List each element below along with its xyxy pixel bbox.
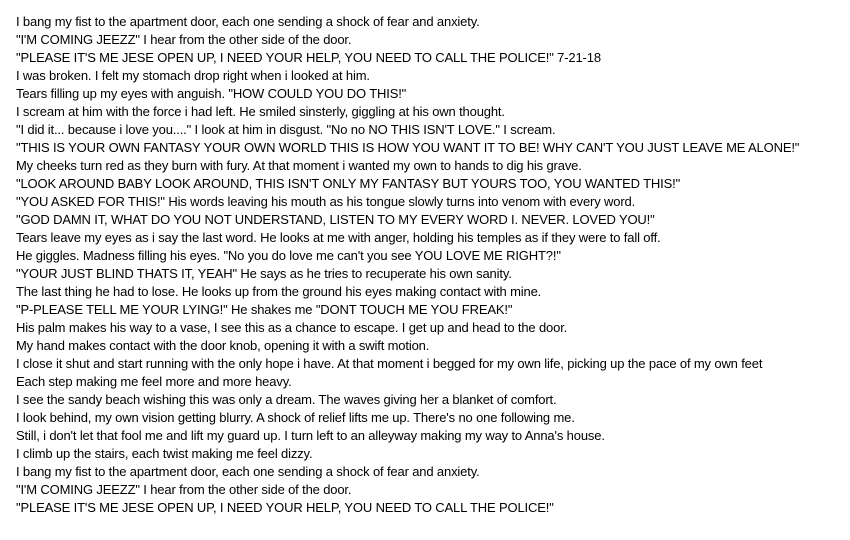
- text-line: Tears leave my eyes as i say the last word. He looks at me with anger, holding his temples as if they were to fall off.: [16, 230, 661, 245]
- text-line: I was broken. I felt my stomach drop right when i looked at him.: [16, 68, 370, 83]
- text-line: His palm makes his way to a vase, I see this as a chance to escape. I get up and head to the door.: [16, 320, 568, 335]
- text-line: "LOOK AROUND BABY LOOK AROUND, THIS ISN'T ONLY MY FANTASY BUT YOURS TOO, YOU WANTED THIS!": [16, 176, 681, 191]
- text-line: My hand makes contact with the door knob, opening it with a swift motion.: [16, 338, 430, 353]
- text-line: "I'M COMING JEEZZ" I hear from the other side of the door.: [16, 32, 352, 47]
- text-line: I scream at him with the force i had left. He smiled sinsterly, giggling at his own thought.: [16, 104, 505, 119]
- text-line: "YOUR JUST BLIND THATS IT, YEAH" He says as he tries to recuperate his own sanity.: [16, 266, 512, 281]
- text-line: I look behind, my own vision getting blurry. A shock of relief lifts me up. There's no one following me.: [16, 410, 575, 425]
- text-line: "PLEASE IT'S ME JESE OPEN UP, I NEED YOUR HELP, YOU NEED TO CALL THE POLICE!" 7-21-18: [16, 50, 601, 65]
- text-line: He giggles. Madness filling his eyes. "No you do love me can't you see YOU LOVE ME RIGHT?!": [16, 248, 561, 263]
- text-line: Each step making me feel more and more heavy.: [16, 374, 292, 389]
- text-line: My cheeks turn red as they burn with fury. At that moment i wanted my own to hands to dig his grave.: [16, 158, 582, 173]
- text-line: I see the sandy beach wishing this was only a dream. The waves giving her a blanket of comfort.: [16, 392, 557, 407]
- text-line: "PLEASE IT'S ME JESE OPEN UP, I NEED YOUR HELP, YOU NEED TO CALL THE POLICE!": [16, 500, 554, 515]
- document-body: [16, 13, 850, 517]
- text-line: Still, i don't let that fool me and lift my guard up. I turn left to an alleyway making my way to Anna's house.: [16, 428, 605, 443]
- text-line: "I'M COMING JEEZZ" I hear from the other side of the door.: [16, 482, 352, 497]
- text-line: "THIS IS YOUR OWN FANTASY YOUR OWN WORLD THIS IS HOW YOU WANT IT TO BE! WHY CAN'T YOU JUST LEAVE ME ALONE!": [16, 140, 800, 155]
- text-line: "GOD DAMN IT, WHAT DO YOU NOT UNDERSTAND, LISTEN TO MY EVERY WORD I. NEVER. LOVED YOU!": [16, 212, 655, 227]
- text-line: "I did it... because i love you...." I look at him in disgust. "No no NO THIS ISN'T LOVE." I scream.: [16, 122, 556, 137]
- text-line: The last thing he had to lose. He looks up from the ground his eyes making contact with mine.: [16, 284, 542, 299]
- text-line: I bang my fist to the apartment door, each one sending a shock of fear and anxiety.: [16, 14, 480, 29]
- text-line: I bang my fist to the apartment door, each one sending a shock of fear and anxiety.: [16, 464, 480, 479]
- text-line: "P-PLEASE TELL ME YOUR LYING!" He shakes me "DONT TOUCH ME YOU FREAK!": [16, 302, 513, 317]
- text-line: "YOU ASKED FOR THIS!" His words leaving his mouth as his tongue slowly turns into venom with every word.: [16, 194, 636, 209]
- text-line: I climb up the stairs, each twist making me feel dizzy.: [16, 446, 313, 461]
- text-line: Tears filling up my eyes with anguish. "HOW COULD YOU DO THIS!": [16, 86, 407, 101]
- text-line: I close it shut and start running with the only hope i have. At that moment i begged for my own life, picking up the pace of my own feet: [16, 356, 763, 371]
